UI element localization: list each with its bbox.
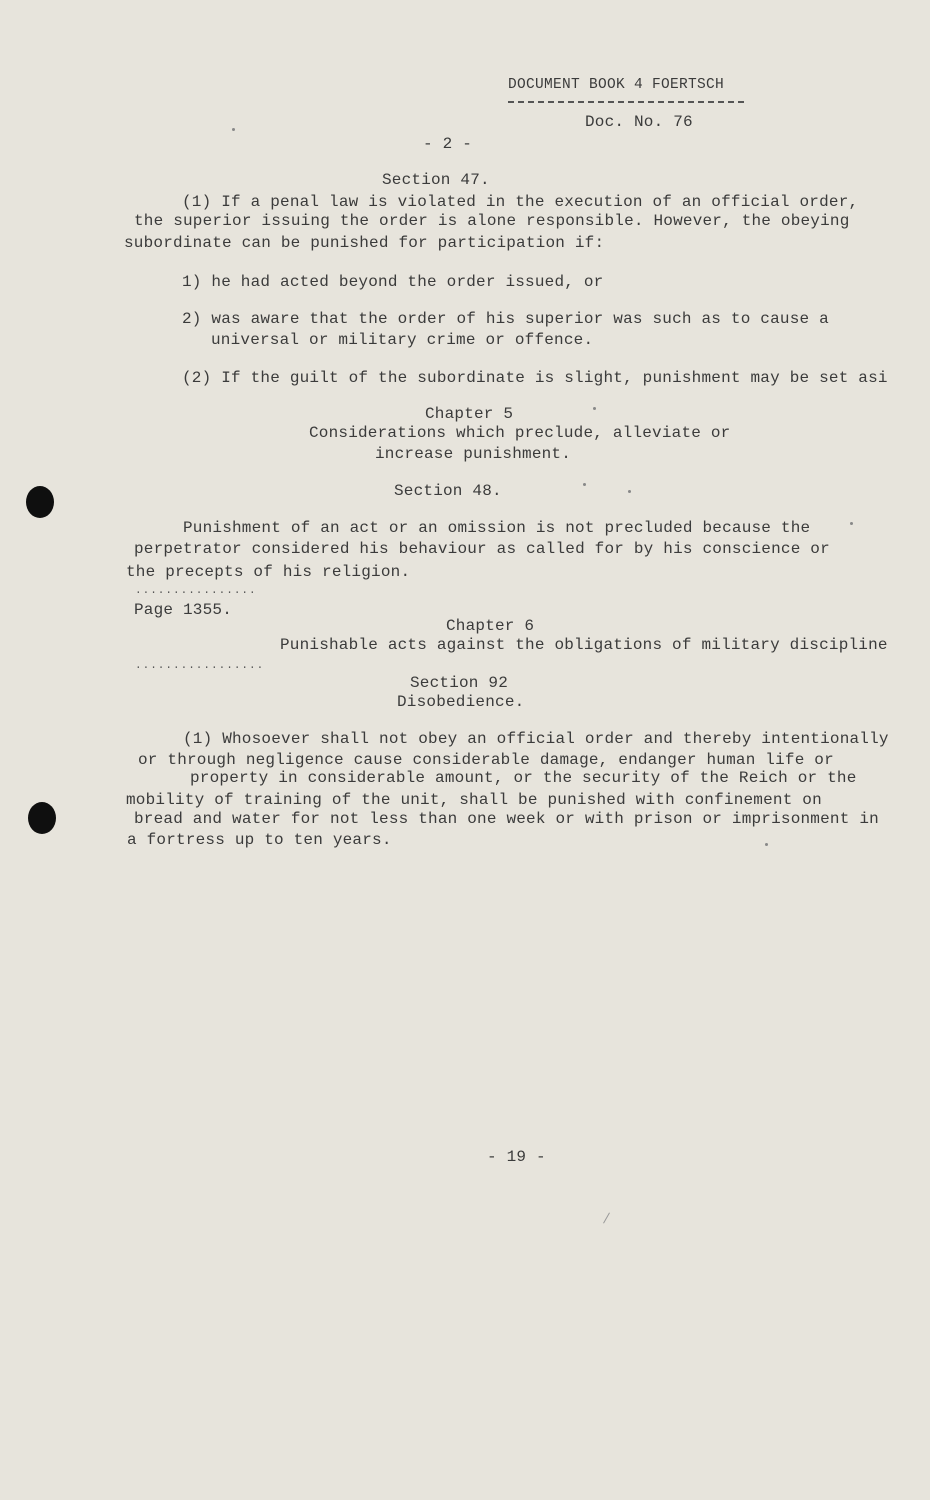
section-92-line3: property in considerable amount, or the security of the Reich or the [190,769,857,787]
speck [593,407,596,410]
ellipsis-separator-1: ................ [135,585,257,597]
speck [583,483,586,486]
section-92-title: Disobedience. [397,693,525,711]
section-47-item2-line1: 2) was aware that the order of his superior was such as to cause a [182,310,829,328]
pencil-mark [603,1213,610,1224]
section-48-heading: Section 48. [394,482,502,500]
section-48-line1: Punishment of an act or an omission is not precluded because the [183,519,811,537]
section-47-heading: Section 47. [382,171,490,189]
chapter-5-heading: Chapter 5 [425,405,514,423]
header-underline [508,101,744,103]
section-47-para1-line3: subordinate can be punished for participation if: [124,234,605,252]
ellipsis-separator-2: ................. [135,660,265,672]
section-47-para2: (2) If the guilt of the subordinate is slight, punishment may be set asi [182,369,888,387]
section-47-item2-line2: universal or military crime or offence. [211,331,594,349]
section-92-line1: (1) Whosoever shall not obey an official order and thereby intentionally [183,730,889,748]
speck [765,843,768,846]
section-92-heading: Section 92 [410,674,509,692]
section-92-line4: mobility of training of the unit, shall be punished with confinement on [126,791,822,809]
page-reference: Page 1355. [134,601,233,619]
speck [628,490,631,493]
doc-number: Doc. No. 76 [585,113,693,131]
section-48-line2: perpetrator considered his behaviour as called for by his conscience or [134,540,830,558]
section-47-para1-line2: the superior issuing the order is alone responsible. However, the obeying [134,212,850,230]
section-48-line3: the precepts of his religion. [126,563,411,581]
chapter-6-title: Punishable acts against the obligations of military discipline [280,636,888,654]
section-47-para1-line1: (1) If a penal law is violated in the execution of an official order, [182,193,859,211]
section-92-line6: a fortress up to ten years. [127,831,392,849]
section-47-item1: 1) he had acted beyond the order issued, or [182,273,604,291]
section-92-line2: or through negligence cause considerable damage, endanger human life or [138,751,834,769]
chapter-5-title-line1: Considerations which preclude, alleviate or [309,424,731,442]
chapter-6-heading: Chapter 6 [446,617,535,635]
punch-hole-lower [28,802,56,834]
document-book-title: DOCUMENT BOOK 4 FOERTSCH [508,77,725,93]
top-page-number: - 2 - [423,135,473,153]
section-92-line5: bread and water for not less than one week or with prison or imprisonment in [134,810,879,828]
bottom-page-number: - 19 - [487,1148,546,1166]
speck [850,522,853,525]
chapter-5-title-line2: increase punishment. [375,445,572,463]
punch-hole-upper [26,486,54,518]
speck [232,128,235,131]
